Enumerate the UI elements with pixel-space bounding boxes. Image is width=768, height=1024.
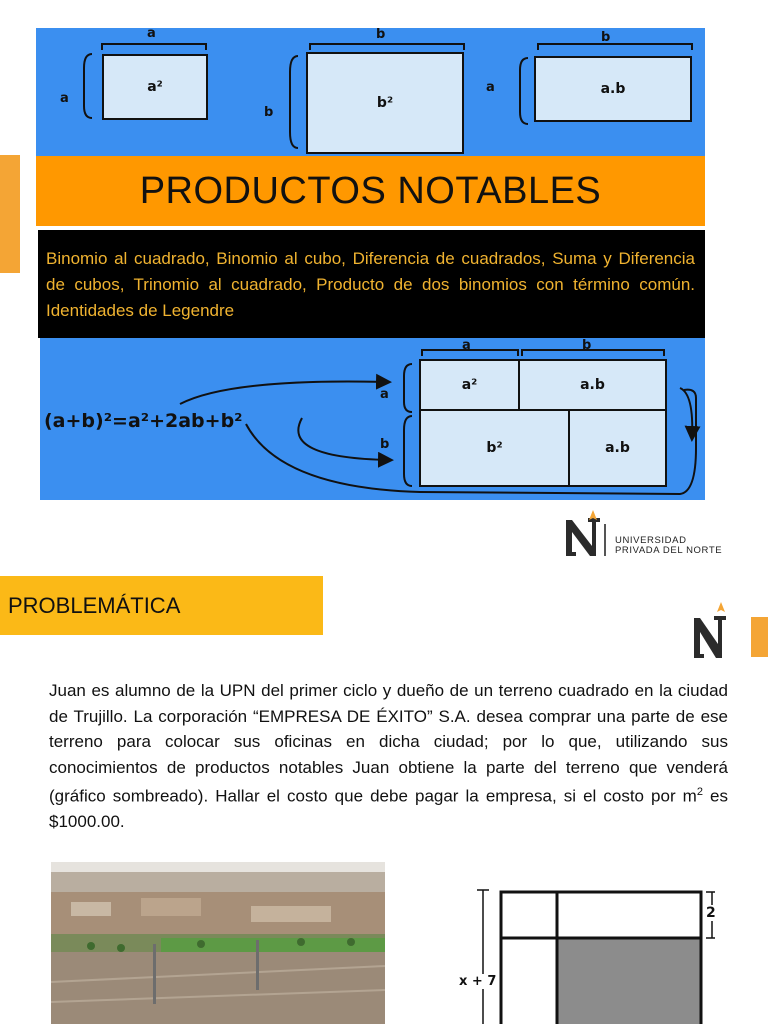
grid-side-label-b: b (380, 437, 390, 452)
sq3-top-label: b (601, 30, 611, 45)
sq1-side-label: a (60, 91, 69, 106)
grid-top-label-b: b (582, 338, 592, 353)
square-b2 (306, 52, 464, 154)
sq3-side-label: a (486, 80, 495, 95)
superscript-2: 2 (696, 786, 703, 798)
problem-text-tail: es $1000.00. (49, 786, 728, 832)
grid-side-label-a: a (380, 387, 389, 402)
upn-logo-icon (562, 510, 610, 558)
small-side-label: 2 (706, 905, 716, 921)
grid-cell-ab-top (518, 359, 667, 411)
grid-cell-a2 (419, 359, 520, 411)
left-accent-bar (0, 155, 20, 273)
grid-cell-ab-bottom-label: a.b (605, 440, 630, 456)
problem-text-main: Juan es alumno de la UPN del primer ciclo y dueño de un terreno cuadrado en la ciudad de Trujillo. La corporación “EMPRESA DE ÉXITO” S.A. desea comprar una parte de ese terreno para colocar sus oficinas en dicha ciudad; por lo que, utilizando sus conocimientos de productos notables Juan obtiene la parte del terreno que venderá (gráfico sombreado). Hallar el costo que debe pagar la empresa, si el costo por m (49, 681, 728, 806)
sq1-top-label: a (147, 26, 156, 41)
grid-cell-ab-top-label: a.b (580, 377, 605, 393)
upn-logo-small-icon (690, 600, 732, 660)
square-a2-label: a² (147, 79, 163, 95)
formula: (a+b)²=a²+2ab+b² (44, 410, 243, 432)
section-heading: PROBLEMÁTICA (0, 576, 323, 635)
sq2-side-label: b (264, 105, 274, 120)
logo-line-1: UNIVERSIDAD (615, 535, 687, 546)
upn-logo-text (615, 536, 722, 556)
grid-cell-b2-label: b² (486, 440, 503, 456)
square-a2 (102, 54, 208, 120)
terrain-diagram (455, 880, 715, 1024)
page-title: PRODUCTOS NOTABLES (36, 156, 705, 226)
logo-line-2: PRIVADA DEL NORTE (615, 545, 723, 556)
rectangle-ab-label: a.b (600, 81, 626, 97)
grid-cell-a2-label: a² (461, 377, 478, 393)
subtitle-text: Binomio al cuadrado, Binomio al cubo, Diferencia de cuadrados, Suma y Diferencia de cubos, Trinomio al cuadrado, Producto de dos binomios con término común. Identidades de Legendre (38, 230, 705, 338)
square-b2-label: b² (376, 95, 394, 111)
right-accent-bar (751, 617, 768, 657)
problem-statement (49, 678, 728, 835)
height-label: x + 7 (459, 974, 497, 989)
grid-top-label-a: a (462, 338, 471, 353)
terrain-photo (51, 862, 385, 1024)
rectangle-ab (534, 56, 692, 122)
grid-cell-b2 (419, 409, 570, 487)
grid-cell-ab-bottom (568, 409, 667, 487)
sq2-top-label: b (376, 27, 386, 42)
